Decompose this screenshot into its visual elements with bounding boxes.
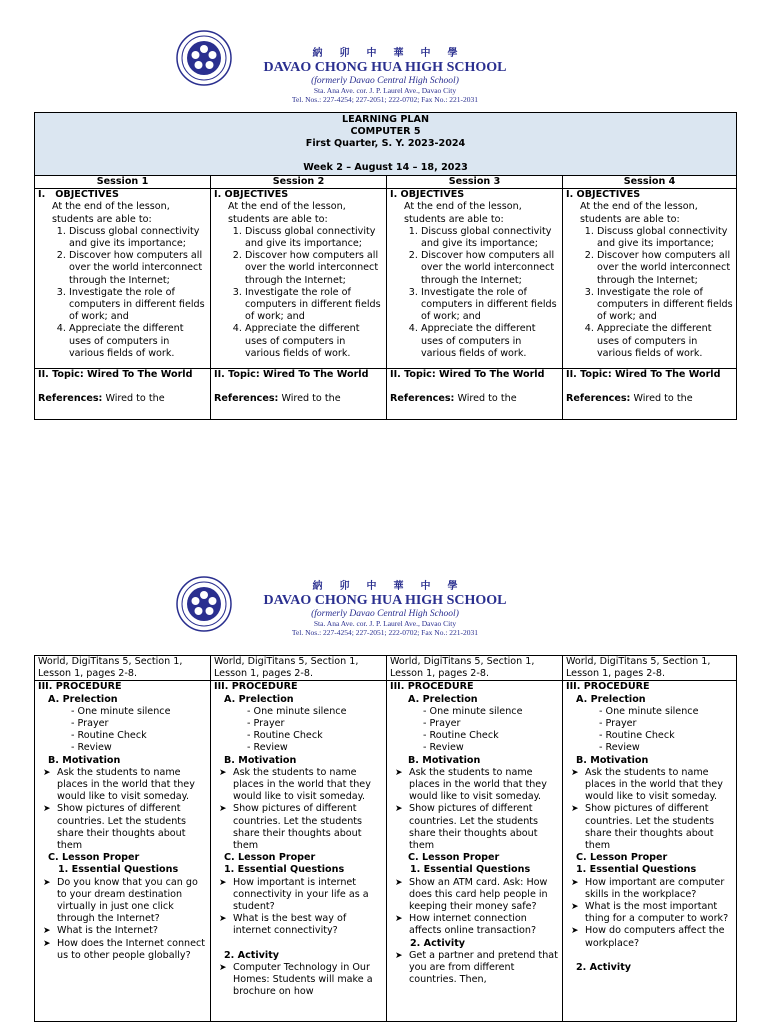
arrow-bullet-icon: ➤ xyxy=(395,914,403,925)
question-item: ➤ How important is internet connectivity in your life as a student? xyxy=(219,876,369,913)
references-continued: World, DigiTitans 5, Section 1, Lesson 1, pages 2-8. xyxy=(563,656,737,681)
references-text: Wired to the xyxy=(105,393,165,405)
school-header xyxy=(0,0,768,104)
objective-item: 2. Discover how computers all over the world interconnect through the Internet; xyxy=(421,250,559,287)
prelection-item: - Routine Check xyxy=(71,730,147,742)
objectives-heading: I. OBJECTIVES xyxy=(390,189,465,201)
prelection-heading: A. Prelection xyxy=(576,693,646,705)
school-chinese-name: 納卯中華中學 xyxy=(312,48,475,59)
arrow-bullet-icon: ➤ xyxy=(43,938,51,949)
objectives-cell xyxy=(35,189,211,369)
arrow-bullet-icon: ➤ xyxy=(395,950,403,961)
activity-item: ➤ Computer Technology in Our Homes: Students will make a brochure on how xyxy=(219,961,373,998)
school-address: Sta. Ana Ave. cor. J. P. Laurel Ave., Davao City xyxy=(313,619,457,628)
learning-plan-table-page-2 xyxy=(34,655,737,1022)
references xyxy=(390,393,559,405)
objective-item: 2. Discover how computers all over the world interconnect through the Internet; xyxy=(245,250,383,287)
objectives-cell xyxy=(211,189,387,369)
arrow-bullet-icon: ➤ xyxy=(571,804,579,815)
session-3-header: Session 3 xyxy=(387,176,563,189)
motivation-item: ➤ Ask the students to name places in the world that they would like to visit someday. xyxy=(395,766,547,803)
school-telephone: Tel. Nos.: 227-4254; 227-2051; 222-0702; Fax No.: 221-2031 xyxy=(291,628,479,637)
arrow-bullet-icon: ➤ xyxy=(571,926,579,937)
references xyxy=(566,393,733,405)
session-4-header: Session 4 xyxy=(563,176,737,189)
arrow-bullet-icon: ➤ xyxy=(43,804,51,815)
prelection-item: - One minute silence xyxy=(247,705,347,717)
plan-week: Week 2 – August 14 – 18, 2023 xyxy=(303,162,468,173)
prelection-item: - Prayer xyxy=(423,718,461,730)
prelection-item: - Routine Check xyxy=(247,730,323,742)
objectives-intro: At the end of the lesson, students are able to: xyxy=(404,201,522,225)
procedure-cell-session-3 xyxy=(387,681,563,1022)
procedure-heading: III. PROCEDURE xyxy=(390,681,474,693)
objectives-heading: I. OBJECTIVES xyxy=(38,189,119,201)
motivation-heading: B. Motivation xyxy=(224,754,297,766)
motivation-heading: B. Motivation xyxy=(408,754,481,766)
essential-questions-heading: 1. Essential Questions xyxy=(58,864,179,876)
references-label: References: xyxy=(214,393,279,405)
arrow-bullet-icon: ➤ xyxy=(43,877,51,888)
prelection-item: - One minute silence xyxy=(71,705,171,717)
prelection-item: - Routine Check xyxy=(599,730,675,742)
references-continued: World, DigiTitans 5, Section 1, Lesson 1, pages 2-8. xyxy=(211,656,387,681)
objectives-heading: I. OBJECTIVES xyxy=(566,189,641,201)
procedure-heading: III. PROCEDURE xyxy=(214,681,298,693)
session-1-header: Session 1 xyxy=(35,176,211,189)
references xyxy=(214,393,383,405)
objectives-list xyxy=(38,226,207,360)
prelection-item: - Review xyxy=(247,742,288,754)
procedure-cell-session-1 xyxy=(35,681,211,1022)
objective-item: 1. Discuss global connectivity and give its importance; xyxy=(69,226,207,250)
arrow-bullet-icon: ➤ xyxy=(219,877,227,888)
topic-label: II. Topic: Wired To The World xyxy=(390,369,545,381)
essential-questions-list xyxy=(38,877,207,962)
arrow-bullet-icon: ➤ xyxy=(219,767,227,778)
arrow-bullet-icon: ➤ xyxy=(43,926,51,937)
objective-item: 3. Investigate the role of computers in different fields of work; and xyxy=(421,287,559,324)
prelection-item: - Review xyxy=(71,742,112,754)
objectives-heading: I. OBJECTIVES xyxy=(214,189,289,201)
motivation-item: ➤ Ask the students to name places in the world that they would like to visit someday. xyxy=(43,766,195,803)
plan-banner xyxy=(35,113,737,176)
objective-item: 4. Appreciate the different uses of computers in various fields of work. xyxy=(245,323,383,360)
school-former-name: (formerly Davao Central High School) xyxy=(311,76,459,86)
objective-item: 3. Investigate the role of computers in different fields of work; and xyxy=(597,287,733,324)
topic-label: II. Topic: Wired To The World xyxy=(38,369,193,381)
prelection-heading: A. Prelection xyxy=(224,693,294,705)
topic-label: II. Topic: Wired To The World xyxy=(214,369,369,381)
activity-item: ➤ Get a partner and pretend that you are from different countries. Then, xyxy=(395,949,558,986)
school-name: DAVAO CHONG HUA HIGH SCHOOL xyxy=(263,60,507,75)
lesson-proper-heading: C. Lesson Proper xyxy=(408,852,500,864)
topic-cell xyxy=(35,369,211,420)
references-text: Wired to the xyxy=(457,393,517,405)
objective-item: 4. Appreciate the different uses of computers in various fields of work. xyxy=(421,323,559,360)
objectives-intro: At the end of the lesson, students are able to: xyxy=(228,201,346,225)
prelection-heading: A. Prelection xyxy=(48,693,118,705)
objective-item: 1. Discuss global connectivity and give its importance; xyxy=(597,226,733,250)
objectives-cell xyxy=(563,189,737,369)
activity-list xyxy=(390,950,559,987)
question-item: ➤ How important are computer skills in the workplace? xyxy=(571,876,725,900)
essential-questions-list xyxy=(214,877,383,938)
arrow-bullet-icon: ➤ xyxy=(395,767,403,778)
question-item: ➤ How internet connection affects online transaction? xyxy=(395,913,537,937)
question-item: ➤ What is the Internet? xyxy=(43,925,158,937)
arrow-bullet-icon: ➤ xyxy=(395,877,403,888)
lesson-proper-heading: C. Lesson Proper xyxy=(576,852,668,864)
objective-item: 4. Appreciate the different uses of computers in various fields of work. xyxy=(597,323,733,360)
arrow-bullet-icon: ➤ xyxy=(219,804,227,815)
objective-item: 3. Investigate the role of computers in different fields of work; and xyxy=(69,287,207,324)
topic-cell xyxy=(211,369,387,420)
prelection-item: - Prayer xyxy=(71,718,109,730)
prelection-item: - Routine Check xyxy=(423,730,499,742)
school-address: Sta. Ana Ave. cor. J. P. Laurel Ave., Davao City xyxy=(313,86,457,95)
objective-item: 4. Appreciate the different uses of computers in various fields of work. xyxy=(69,323,207,360)
session-2-header: Session 2 xyxy=(211,176,387,189)
objectives-list xyxy=(566,226,733,360)
objectives-cell xyxy=(387,189,563,369)
plan-subject: COMPUTER 5 xyxy=(350,126,421,137)
motivation-list xyxy=(390,767,559,852)
references-text: Wired to the xyxy=(633,393,693,405)
school-name: DAVAO CHONG HUA HIGH SCHOOL xyxy=(263,593,507,608)
objective-item: 2. Discover how computers all over the world interconnect through the Internet; xyxy=(69,250,207,287)
arrow-bullet-icon: ➤ xyxy=(219,914,227,925)
objectives-intro: At the end of the lesson, students are able to: xyxy=(580,201,698,225)
activity-list xyxy=(214,962,383,999)
activity-heading: 2. Activity xyxy=(410,937,466,949)
lesson-proper-heading: C. Lesson Proper xyxy=(224,852,316,864)
question-item: ➤ Show an ATM card. Ask: How does this card help people in keeping their money safe? xyxy=(395,876,548,913)
essential-questions-heading: 1. Essential Questions xyxy=(410,864,531,876)
prelection-item: - One minute silence xyxy=(423,705,523,717)
prelection-item: - Review xyxy=(599,742,640,754)
procedure-heading: III. PROCEDURE xyxy=(566,681,650,693)
arrow-bullet-icon: ➤ xyxy=(571,877,579,888)
question-item: ➤ Do you know that you can go to your dream destination virtually in just one click through the Internet? xyxy=(43,876,198,925)
school-header xyxy=(0,546,768,636)
objective-item: 3. Investigate the role of computers in different fields of work; and xyxy=(245,287,383,324)
prelection-item: - Review xyxy=(423,742,464,754)
school-seal-logo xyxy=(176,576,232,632)
activity-heading: 2. Activity xyxy=(576,961,632,973)
prelection-heading: A. Prelection xyxy=(408,693,478,705)
procedure-cell-session-4 xyxy=(563,681,737,1022)
plan-quarter: First Quarter, S. Y. 2023-2024 xyxy=(305,138,466,149)
school-telephone: Tel. Nos.: 227-4254; 227-2051; 222-0702; Fax No.: 221-2031 xyxy=(291,95,479,104)
topic-cell xyxy=(387,369,563,420)
question-item: ➤ How does the Internet connect us to other people globally? xyxy=(43,937,206,961)
learning-plan-table-page-1 xyxy=(34,112,737,420)
topic-label: II. Topic: Wired To The World xyxy=(566,369,721,381)
objectives-intro: At the end of the lesson, students are able to: xyxy=(52,201,170,225)
essential-questions-heading: 1. Essential Questions xyxy=(576,864,697,876)
procedure-heading: III. PROCEDURE xyxy=(38,681,122,693)
prelection-item: - Prayer xyxy=(599,718,637,730)
lesson-proper-heading: C. Lesson Proper xyxy=(48,852,140,864)
objective-item: 1. Discuss global connectivity and give its importance; xyxy=(421,226,559,250)
arrow-bullet-icon: ➤ xyxy=(571,767,579,778)
procedure-cell-session-2 xyxy=(211,681,387,1022)
plan-title: LEARNING PLAN xyxy=(342,114,429,125)
references-continued: World, DigiTitans 5, Section 1, Lesson 1, pages 2-8. xyxy=(35,656,211,681)
school-former-name: (formerly Davao Central High School) xyxy=(311,609,459,619)
question-item: ➤ What is the best way of internet connectivity? xyxy=(219,913,347,937)
essential-questions-heading: 1. Essential Questions xyxy=(224,864,345,876)
arrow-bullet-icon: ➤ xyxy=(219,962,227,973)
references xyxy=(38,393,207,405)
motivation-item: ➤ Show pictures of different countries. Let the students share their thoughts about them xyxy=(571,803,715,852)
motivation-item: ➤ Show pictures of different countries. Let the students share their thoughts about them xyxy=(395,803,539,852)
motivation-list xyxy=(38,767,207,852)
arrow-bullet-icon: ➤ xyxy=(571,902,579,913)
essential-questions-list xyxy=(566,877,733,950)
motivation-item: ➤ Show pictures of different countries. Let the students share their thoughts about them xyxy=(43,803,187,852)
motivation-heading: B. Motivation xyxy=(576,754,649,766)
arrow-bullet-icon: ➤ xyxy=(395,804,403,815)
question-item: ➤ What is the most important thing for a computer to work? xyxy=(571,901,729,925)
motivation-item: ➤ Show pictures of different countries. Let the students share their thoughts about them xyxy=(219,803,363,852)
motivation-list xyxy=(566,767,733,852)
prelection-item: - One minute silence xyxy=(599,705,699,717)
question-item: ➤ How do computers affect the workplace? xyxy=(571,925,725,949)
essential-questions-list xyxy=(390,877,559,938)
topic-cell xyxy=(563,369,737,420)
activity-heading: 2. Activity xyxy=(224,949,280,961)
objective-item: 1. Discuss global connectivity and give its importance; xyxy=(245,226,383,250)
motivation-item: ➤ Ask the students to name places in the world that they would like to visit someday. xyxy=(571,766,723,803)
prelection-item: - Prayer xyxy=(247,718,285,730)
motivation-list xyxy=(214,767,383,852)
references-continued: World, DigiTitans 5, Section 1, Lesson 1, pages 2-8. xyxy=(387,656,563,681)
motivation-heading: B. Motivation xyxy=(48,754,121,766)
school-seal-logo xyxy=(176,30,232,86)
objectives-list xyxy=(214,226,383,360)
references-label: References: xyxy=(390,393,455,405)
objectives-list xyxy=(390,226,559,360)
school-chinese-name: 納卯中華中學 xyxy=(312,581,475,592)
references-text: Wired to the xyxy=(281,393,341,405)
references-label: References: xyxy=(566,393,631,405)
arrow-bullet-icon: ➤ xyxy=(43,767,51,778)
objective-item: 2. Discover how computers all over the world interconnect through the Internet; xyxy=(597,250,733,287)
references-label: References: xyxy=(38,393,103,405)
motivation-item: ➤ Ask the students to name places in the world that they would like to visit someday. xyxy=(219,766,371,803)
